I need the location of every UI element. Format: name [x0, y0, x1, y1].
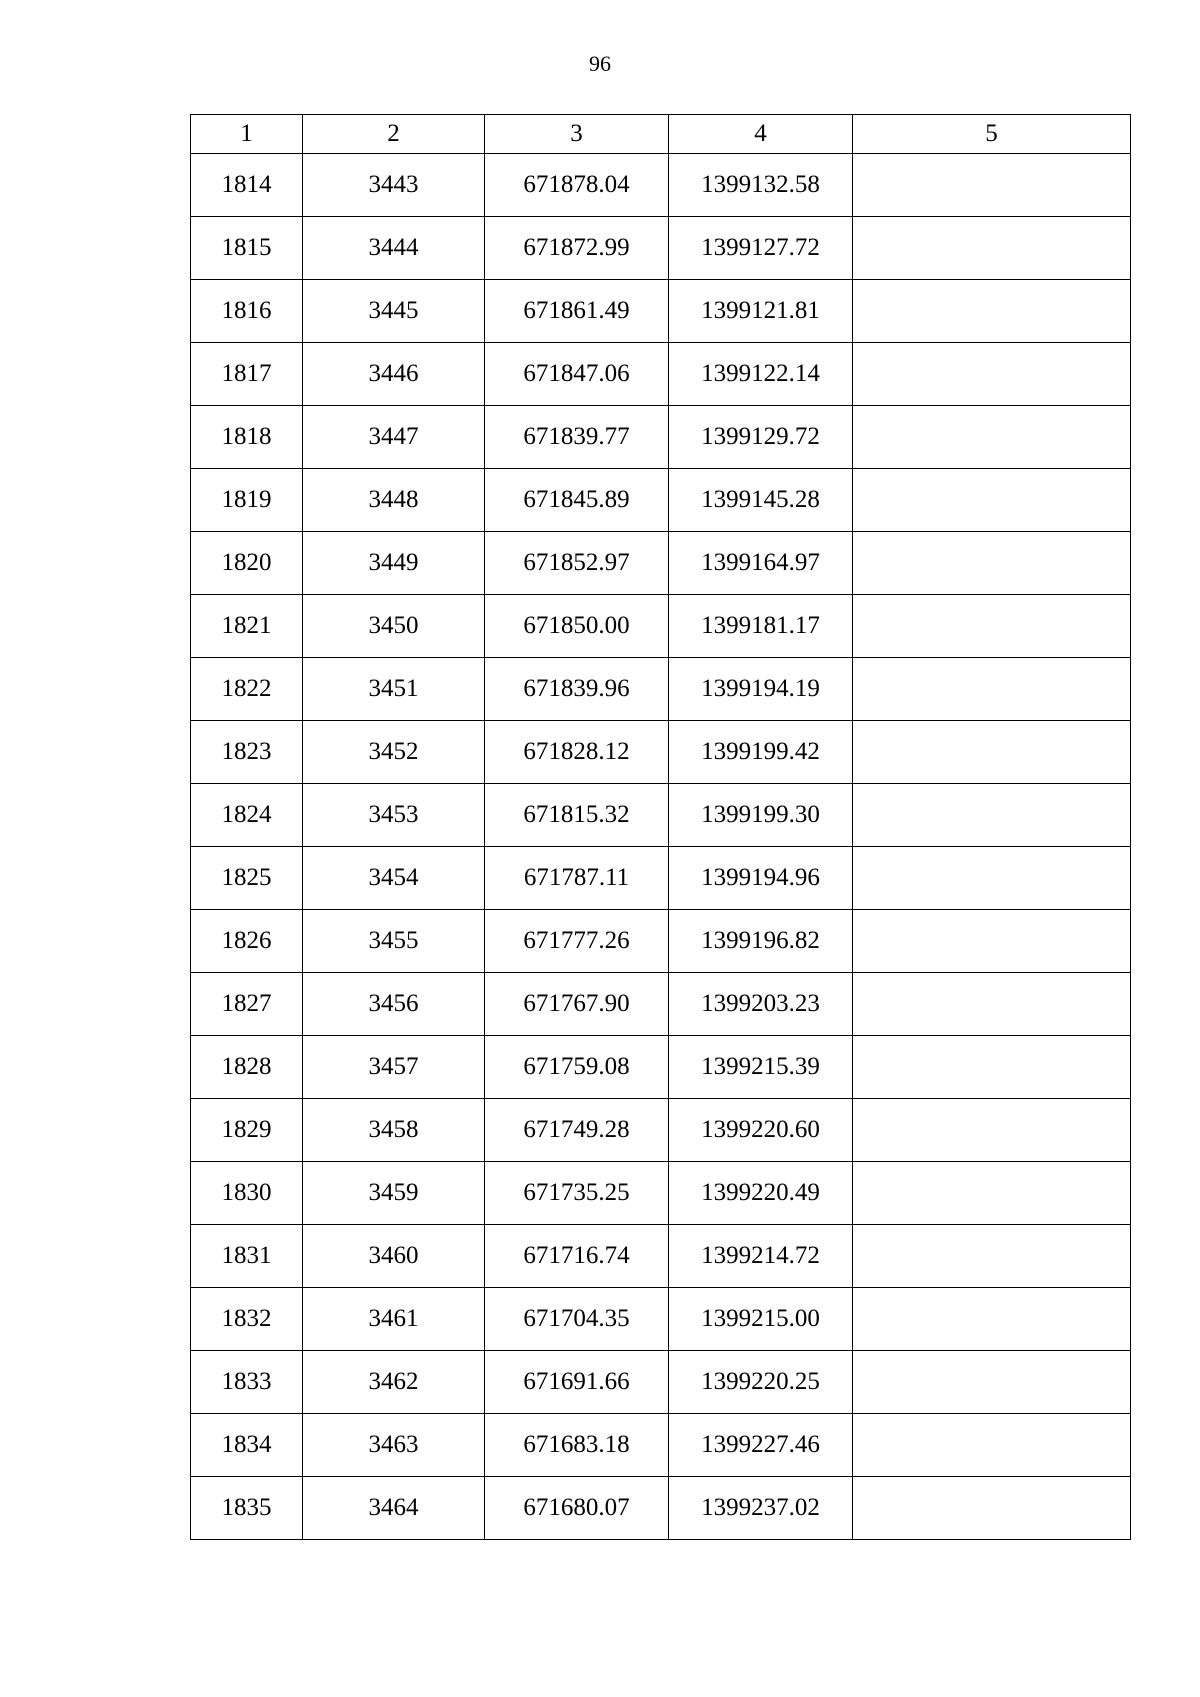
cell-note [853, 1477, 1131, 1540]
cell-x-coordinate: 671716.74 [485, 1225, 669, 1288]
cell-x-coordinate: 671828.12 [485, 721, 669, 784]
cell-y-coordinate: 1399220.49 [669, 1162, 853, 1225]
cell-y-coordinate: 1399215.00 [669, 1288, 853, 1351]
cell-point-number: 3463 [303, 1414, 485, 1477]
cell-index: 1827 [191, 973, 303, 1036]
cell-index: 1817 [191, 343, 303, 406]
cell-y-coordinate: 1399220.25 [669, 1351, 853, 1414]
table-body [191, 154, 1131, 1540]
cell-y-coordinate: 1399145.28 [669, 469, 853, 532]
cell-point-number: 3451 [303, 658, 485, 721]
cell-x-coordinate: 671749.28 [485, 1099, 669, 1162]
cell-point-number: 3449 [303, 532, 485, 595]
cell-y-coordinate: 1399196.82 [669, 910, 853, 973]
cell-point-number: 3461 [303, 1288, 485, 1351]
cell-index: 1830 [191, 1162, 303, 1225]
cell-x-coordinate: 671839.77 [485, 406, 669, 469]
cell-x-coordinate: 671872.99 [485, 217, 669, 280]
cell-x-coordinate: 671847.06 [485, 343, 669, 406]
cell-point-number: 3450 [303, 595, 485, 658]
cell-x-coordinate: 671850.00 [485, 595, 669, 658]
cell-y-coordinate: 1399132.58 [669, 154, 853, 217]
cell-point-number: 3458 [303, 1099, 485, 1162]
table-row [191, 280, 1131, 343]
cell-point-number: 3445 [303, 280, 485, 343]
table-row [191, 406, 1131, 469]
cell-x-coordinate: 671767.90 [485, 973, 669, 1036]
table-row [191, 217, 1131, 280]
table-row [191, 154, 1131, 217]
cell-y-coordinate: 1399220.60 [669, 1099, 853, 1162]
cell-index: 1824 [191, 784, 303, 847]
cell-x-coordinate: 671815.32 [485, 784, 669, 847]
cell-y-coordinate: 1399199.42 [669, 721, 853, 784]
cell-index: 1831 [191, 1225, 303, 1288]
cell-note [853, 1036, 1131, 1099]
cell-index: 1815 [191, 217, 303, 280]
cell-y-coordinate: 1399227.46 [669, 1414, 853, 1477]
column-header-5: 5 [853, 115, 1131, 154]
cell-y-coordinate: 1399127.72 [669, 217, 853, 280]
table-row [191, 532, 1131, 595]
cell-point-number: 3460 [303, 1225, 485, 1288]
cell-note [853, 406, 1131, 469]
cell-note [853, 910, 1131, 973]
column-header-3: 3 [485, 115, 669, 154]
cell-note [853, 1225, 1131, 1288]
cell-x-coordinate: 671704.35 [485, 1288, 669, 1351]
table-row [191, 1162, 1131, 1225]
cell-x-coordinate: 671759.08 [485, 1036, 669, 1099]
cell-index: 1826 [191, 910, 303, 973]
cell-point-number: 3444 [303, 217, 485, 280]
cell-index: 1834 [191, 1414, 303, 1477]
table-row [191, 1477, 1131, 1540]
cell-point-number: 3462 [303, 1351, 485, 1414]
cell-point-number: 3455 [303, 910, 485, 973]
cell-index: 1823 [191, 721, 303, 784]
cell-index: 1816 [191, 280, 303, 343]
table-row [191, 847, 1131, 910]
cell-point-number: 3452 [303, 721, 485, 784]
column-header-4: 4 [669, 115, 853, 154]
cell-index: 1832 [191, 1288, 303, 1351]
cell-index: 1835 [191, 1477, 303, 1540]
column-header-2: 2 [303, 115, 485, 154]
table-row [191, 1288, 1131, 1351]
page-number: 96 [589, 51, 611, 76]
cell-point-number: 3446 [303, 343, 485, 406]
cell-note [853, 658, 1131, 721]
cell-point-number: 3464 [303, 1477, 485, 1540]
cell-index: 1833 [191, 1351, 303, 1414]
table-row [191, 1414, 1131, 1477]
table-row [191, 784, 1131, 847]
table-row [191, 1351, 1131, 1414]
table-row [191, 1099, 1131, 1162]
cell-note [853, 1099, 1131, 1162]
cell-point-number: 3448 [303, 469, 485, 532]
cell-index: 1820 [191, 532, 303, 595]
cell-y-coordinate: 1399129.72 [669, 406, 853, 469]
column-header-1: 1 [191, 115, 303, 154]
table-row [191, 343, 1131, 406]
coordinates-table [190, 114, 1131, 1540]
table-row [191, 910, 1131, 973]
cell-y-coordinate: 1399194.96 [669, 847, 853, 910]
cell-index: 1828 [191, 1036, 303, 1099]
cell-note [853, 217, 1131, 280]
cell-y-coordinate: 1399214.72 [669, 1225, 853, 1288]
table-header [191, 115, 1131, 154]
cell-point-number: 3443 [303, 154, 485, 217]
cell-note [853, 721, 1131, 784]
table-row [191, 721, 1131, 784]
cell-note [853, 280, 1131, 343]
cell-x-coordinate: 671680.07 [485, 1477, 669, 1540]
cell-x-coordinate: 671852.97 [485, 532, 669, 595]
cell-x-coordinate: 671839.96 [485, 658, 669, 721]
cell-x-coordinate: 671691.66 [485, 1351, 669, 1414]
cell-index: 1822 [191, 658, 303, 721]
table-row [191, 469, 1131, 532]
cell-x-coordinate: 671777.26 [485, 910, 669, 973]
cell-point-number: 3456 [303, 973, 485, 1036]
cell-x-coordinate: 671861.49 [485, 280, 669, 343]
cell-index: 1821 [191, 595, 303, 658]
cell-note [853, 1162, 1131, 1225]
cell-x-coordinate: 671845.89 [485, 469, 669, 532]
cell-y-coordinate: 1399199.30 [669, 784, 853, 847]
cell-index: 1818 [191, 406, 303, 469]
cell-note [853, 847, 1131, 910]
cell-x-coordinate: 671683.18 [485, 1414, 669, 1477]
cell-y-coordinate: 1399121.81 [669, 280, 853, 343]
table-row [191, 973, 1131, 1036]
cell-point-number: 3454 [303, 847, 485, 910]
table-row [191, 1225, 1131, 1288]
table-row [191, 595, 1131, 658]
cell-note [853, 532, 1131, 595]
cell-note [853, 1414, 1131, 1477]
cell-x-coordinate: 671735.25 [485, 1162, 669, 1225]
cell-note [853, 154, 1131, 217]
cell-y-coordinate: 1399203.23 [669, 973, 853, 1036]
cell-note [853, 595, 1131, 658]
cell-index: 1819 [191, 469, 303, 532]
cell-y-coordinate: 1399122.14 [669, 343, 853, 406]
table-row [191, 1036, 1131, 1099]
cell-note [853, 469, 1131, 532]
table-row [191, 658, 1131, 721]
cell-point-number: 3453 [303, 784, 485, 847]
cell-index: 1829 [191, 1099, 303, 1162]
cell-y-coordinate: 1399194.19 [669, 658, 853, 721]
cell-note [853, 343, 1131, 406]
cell-point-number: 3447 [303, 406, 485, 469]
cell-x-coordinate: 671787.11 [485, 847, 669, 910]
cell-y-coordinate: 1399237.02 [669, 1477, 853, 1540]
cell-y-coordinate: 1399215.39 [669, 1036, 853, 1099]
cell-index: 1825 [191, 847, 303, 910]
cell-note [853, 784, 1131, 847]
cell-y-coordinate: 1399181.17 [669, 595, 853, 658]
cell-y-coordinate: 1399164.97 [669, 532, 853, 595]
cell-point-number: 3457 [303, 1036, 485, 1099]
cell-x-coordinate: 671878.04 [485, 154, 669, 217]
cell-note [853, 1351, 1131, 1414]
cell-note [853, 1288, 1131, 1351]
header-row [191, 115, 1131, 154]
cell-note [853, 973, 1131, 1036]
cell-index: 1814 [191, 154, 303, 217]
cell-point-number: 3459 [303, 1162, 485, 1225]
